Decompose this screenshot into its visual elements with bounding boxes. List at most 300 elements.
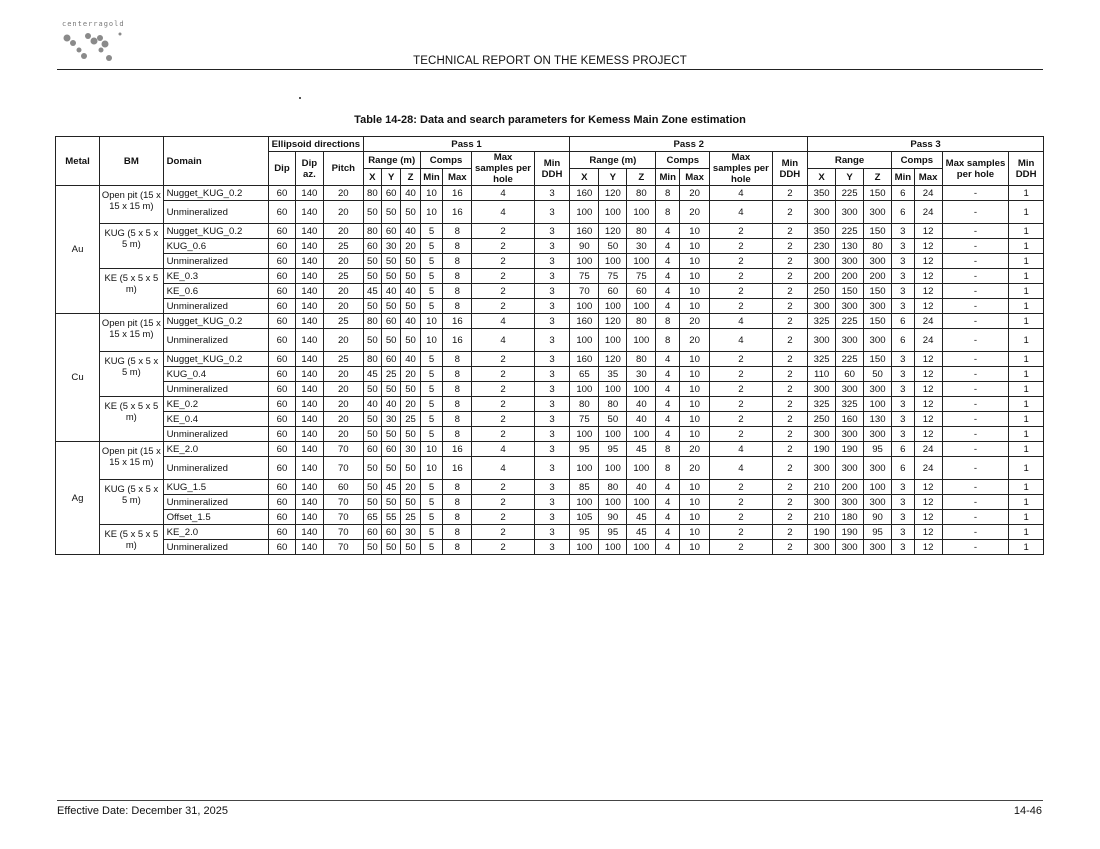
value-cell: 1 (1009, 201, 1044, 224)
value-cell: 5 (420, 525, 443, 540)
value-cell: 50 (363, 329, 381, 352)
value-cell: 10 (680, 299, 710, 314)
value-cell: 120 (599, 224, 627, 239)
value-cell: 25 (323, 352, 363, 367)
value-cell: 70 (323, 442, 363, 457)
value-cell: 140 (295, 525, 323, 540)
domain-cell: KE_2.0 (163, 442, 268, 457)
value-cell: 50 (381, 254, 400, 269)
value-cell: 70 (323, 495, 363, 510)
col-pitch: Pitch (323, 152, 363, 186)
value-cell: 95 (570, 442, 599, 457)
value-cell: 2 (772, 329, 808, 352)
domain-cell: KE_2.0 (163, 525, 268, 540)
block-model-cell: Open pit (15 x 15 x 15 m) (100, 186, 163, 224)
value-cell: 2 (772, 299, 808, 314)
value-cell: 10 (420, 329, 443, 352)
value-cell: 5 (420, 427, 443, 442)
value-cell: 100 (599, 457, 627, 480)
value-cell: 140 (295, 540, 323, 555)
block-model-cell: Open pit (15 x 15 x 15 m) (100, 314, 163, 352)
value-cell: 100 (570, 540, 599, 555)
value-cell: 30 (381, 239, 400, 254)
value-cell: 5 (420, 269, 443, 284)
value-cell: 100 (864, 397, 892, 412)
value-cell: 50 (381, 299, 400, 314)
value-cell: 60 (269, 480, 296, 495)
value-cell: 12 (914, 284, 942, 299)
value-cell: 2 (472, 525, 534, 540)
value-cell: 90 (599, 510, 627, 525)
value-cell: 2 (472, 352, 534, 367)
value-cell: 4 (656, 510, 680, 525)
value-cell: 2 (472, 269, 534, 284)
value-cell: 3 (892, 269, 915, 284)
value-cell: 1 (1009, 442, 1044, 457)
value-cell: 300 (808, 201, 836, 224)
value-cell: 140 (295, 186, 323, 201)
value-cell: 300 (864, 329, 892, 352)
value-cell: 2 (472, 284, 534, 299)
block-model-cell: KE (5 x 5 x 5 m) (100, 525, 163, 555)
value-cell: 40 (363, 397, 381, 412)
value-cell: 3 (534, 397, 570, 412)
value-cell: 200 (808, 269, 836, 284)
value-cell: 60 (269, 442, 296, 457)
value-cell: 300 (808, 329, 836, 352)
domain-cell: Nugget_KUG_0.2 (163, 186, 268, 201)
value-cell: 2 (772, 201, 808, 224)
value-cell: 210 (808, 480, 836, 495)
domain-cell: KUG_0.4 (163, 367, 268, 382)
value-cell: 8 (443, 254, 472, 269)
value-cell: 10 (680, 269, 710, 284)
value-cell: 40 (381, 284, 400, 299)
value-cell: 12 (914, 367, 942, 382)
col-p3-max: Max (914, 169, 942, 186)
value-cell: 105 (570, 510, 599, 525)
value-cell: 2 (772, 284, 808, 299)
value-cell: 190 (836, 442, 864, 457)
value-cell: 20 (323, 254, 363, 269)
value-cell: 50 (401, 254, 420, 269)
value-cell: 40 (401, 186, 420, 201)
domain-cell: Unmineralized (163, 540, 268, 555)
value-cell: 100 (570, 427, 599, 442)
value-cell: 50 (401, 201, 420, 224)
value-cell: 20 (323, 284, 363, 299)
value-cell: 80 (864, 239, 892, 254)
value-cell: 2 (710, 224, 772, 239)
value-cell: 2 (710, 397, 772, 412)
col-dip-az: Dip az. (295, 152, 323, 186)
value-cell: 80 (363, 352, 381, 367)
domain-cell: KE_0.4 (163, 412, 268, 427)
value-cell: 50 (401, 382, 420, 397)
value-cell: 4 (656, 540, 680, 555)
table-row (56, 540, 1044, 555)
value-cell: 140 (295, 224, 323, 239)
value-cell: 3 (534, 442, 570, 457)
value-cell: 75 (570, 269, 599, 284)
value-cell: 75 (570, 412, 599, 427)
value-cell: 140 (295, 201, 323, 224)
value-cell: 230 (808, 239, 836, 254)
value-cell: 12 (914, 397, 942, 412)
value-cell: 4 (656, 269, 680, 284)
value-cell: 4 (656, 427, 680, 442)
value-cell: 60 (323, 480, 363, 495)
value-cell: 325 (836, 397, 864, 412)
value-cell: 200 (864, 269, 892, 284)
value-cell: 30 (627, 239, 656, 254)
value-cell: 2 (710, 382, 772, 397)
value-cell: 225 (836, 314, 864, 329)
value-cell: 100 (627, 457, 656, 480)
value-cell: 8 (443, 382, 472, 397)
value-cell: 80 (363, 224, 381, 239)
value-cell: 8 (656, 186, 680, 201)
value-cell: 5 (420, 284, 443, 299)
col-p1-range: Range (m) (363, 152, 420, 169)
value-cell: 4 (710, 201, 772, 224)
value-cell: 45 (363, 284, 381, 299)
value-cell: 3 (534, 284, 570, 299)
col-domain: Domain (163, 137, 268, 186)
value-cell: 8 (443, 367, 472, 382)
value-cell: 150 (864, 224, 892, 239)
value-cell: 10 (680, 352, 710, 367)
stray-mark (299, 97, 301, 99)
table-row (56, 224, 1044, 239)
value-cell: 60 (269, 427, 296, 442)
value-cell: 160 (836, 412, 864, 427)
value-cell: 10 (680, 367, 710, 382)
value-cell: 5 (420, 254, 443, 269)
value-cell: 100 (570, 201, 599, 224)
value-cell: 45 (381, 480, 400, 495)
value-cell: 75 (599, 269, 627, 284)
value-cell: 60 (269, 457, 296, 480)
value-cell: 2 (710, 427, 772, 442)
value-cell: 140 (295, 299, 323, 314)
value-cell: 100 (570, 299, 599, 314)
value-cell: 12 (914, 427, 942, 442)
value-cell: 1 (1009, 525, 1044, 540)
value-cell: 12 (914, 352, 942, 367)
value-cell: 300 (808, 540, 836, 555)
value-cell: - (942, 367, 1009, 382)
value-cell: 300 (836, 540, 864, 555)
value-cell: 3 (534, 540, 570, 555)
value-cell: - (942, 495, 1009, 510)
value-cell: 4 (710, 186, 772, 201)
domain-cell: KE_0.3 (163, 269, 268, 284)
value-cell: 100 (627, 201, 656, 224)
estimation-table-container (55, 136, 1044, 555)
value-cell: 10 (420, 457, 443, 480)
domain-cell: Unmineralized (163, 495, 268, 510)
value-cell: 60 (363, 239, 381, 254)
value-cell: 12 (914, 224, 942, 239)
value-cell: - (942, 201, 1009, 224)
value-cell: 3 (892, 427, 915, 442)
value-cell: 4 (656, 284, 680, 299)
value-cell: 75 (627, 269, 656, 284)
value-cell: 300 (864, 427, 892, 442)
value-cell: 1 (1009, 397, 1044, 412)
value-cell: 10 (680, 495, 710, 510)
value-cell: 65 (363, 510, 381, 525)
metal-cell: Ag (56, 442, 100, 555)
value-cell: 100 (627, 299, 656, 314)
value-cell: 95 (599, 525, 627, 540)
value-cell: 1 (1009, 239, 1044, 254)
value-cell: 50 (363, 201, 381, 224)
value-cell: 50 (381, 495, 400, 510)
value-cell: 8 (656, 314, 680, 329)
value-cell: 50 (381, 201, 400, 224)
value-cell: 2 (710, 525, 772, 540)
value-cell: 3 (534, 457, 570, 480)
value-cell: 300 (808, 495, 836, 510)
value-cell: 1 (1009, 540, 1044, 555)
table-row (56, 314, 1044, 329)
value-cell: 12 (914, 299, 942, 314)
value-cell: 1 (1009, 352, 1044, 367)
value-cell: 25 (381, 367, 400, 382)
value-cell: 4 (656, 367, 680, 382)
value-cell: 2 (710, 269, 772, 284)
value-cell: 2 (710, 412, 772, 427)
value-cell: 1 (1009, 367, 1044, 382)
value-cell: 4 (656, 352, 680, 367)
value-cell: 60 (269, 540, 296, 555)
value-cell: 4 (656, 254, 680, 269)
value-cell: 25 (323, 239, 363, 254)
value-cell: 20 (323, 367, 363, 382)
value-cell: 24 (914, 329, 942, 352)
col-p2-min: Min (656, 169, 680, 186)
value-cell: 2 (710, 367, 772, 382)
value-cell: 300 (836, 382, 864, 397)
value-cell: 1 (1009, 284, 1044, 299)
value-cell: 5 (420, 495, 443, 510)
value-cell: 60 (269, 525, 296, 540)
value-cell: - (942, 224, 1009, 239)
value-cell: 160 (570, 224, 599, 239)
value-cell: 300 (836, 457, 864, 480)
value-cell: 325 (808, 314, 836, 329)
col-p1-x: X (363, 169, 381, 186)
value-cell: 95 (864, 525, 892, 540)
value-cell: 4 (472, 186, 534, 201)
value-cell: 40 (627, 397, 656, 412)
value-cell: 16 (443, 442, 472, 457)
value-cell: 3 (534, 224, 570, 239)
value-cell: 20 (401, 367, 420, 382)
value-cell: 2 (772, 457, 808, 480)
value-cell: 20 (680, 329, 710, 352)
value-cell: 200 (836, 269, 864, 284)
value-cell: 12 (914, 510, 942, 525)
value-cell: 150 (864, 352, 892, 367)
value-cell: 50 (381, 269, 400, 284)
value-cell: 4 (656, 495, 680, 510)
value-cell: 80 (599, 397, 627, 412)
value-cell: 12 (914, 382, 942, 397)
value-cell: 16 (443, 314, 472, 329)
value-cell: 8 (443, 540, 472, 555)
value-cell: 3 (892, 299, 915, 314)
value-cell: 300 (808, 382, 836, 397)
value-cell: 2 (710, 510, 772, 525)
value-cell: 100 (570, 329, 599, 352)
value-cell: 1 (1009, 186, 1044, 201)
value-cell: 35 (599, 367, 627, 382)
value-cell: 30 (381, 412, 400, 427)
value-cell: 3 (534, 329, 570, 352)
value-cell: 2 (772, 239, 808, 254)
value-cell: 3 (892, 254, 915, 269)
value-cell: - (942, 412, 1009, 427)
col-p3-max-samples: Max samples per hole (942, 152, 1009, 186)
col-p2-x: X (570, 169, 599, 186)
value-cell: 8 (443, 352, 472, 367)
value-cell: 3 (892, 412, 915, 427)
domain-cell: Unmineralized (163, 427, 268, 442)
value-cell: 60 (269, 382, 296, 397)
value-cell: 45 (363, 367, 381, 382)
value-cell: 60 (381, 442, 400, 457)
value-cell: 60 (269, 224, 296, 239)
value-cell: 190 (836, 525, 864, 540)
value-cell: 12 (914, 540, 942, 555)
value-cell: 300 (836, 495, 864, 510)
value-cell: 50 (363, 254, 381, 269)
value-cell: 12 (914, 412, 942, 427)
value-cell: 100 (570, 495, 599, 510)
value-cell: 3 (534, 525, 570, 540)
value-cell: 60 (269, 284, 296, 299)
value-cell: 12 (914, 269, 942, 284)
value-cell: 12 (914, 254, 942, 269)
value-cell: 150 (864, 314, 892, 329)
value-cell: - (942, 525, 1009, 540)
value-cell: 325 (808, 397, 836, 412)
value-cell: 24 (914, 186, 942, 201)
value-cell: 200 (836, 480, 864, 495)
value-cell: 60 (381, 186, 400, 201)
value-cell: 190 (808, 442, 836, 457)
value-cell: 140 (295, 495, 323, 510)
block-model-cell: Open pit (15 x 15 x 15 m) (100, 442, 163, 480)
value-cell: 300 (808, 299, 836, 314)
value-cell: 60 (269, 495, 296, 510)
table-caption: Table 14-28: Data and search parameters for Kemess Main Zone estimation (354, 114, 746, 126)
value-cell: 1 (1009, 224, 1044, 239)
value-cell: 1 (1009, 495, 1044, 510)
value-cell: - (942, 397, 1009, 412)
value-cell: 25 (401, 412, 420, 427)
value-cell: 300 (864, 254, 892, 269)
domain-cell: Unmineralized (163, 201, 268, 224)
value-cell: 10 (680, 284, 710, 299)
value-cell: 10 (420, 442, 443, 457)
col-p2-z: Z (627, 169, 656, 186)
value-cell: 8 (656, 457, 680, 480)
value-cell: 20 (680, 186, 710, 201)
table-row (56, 382, 1044, 397)
value-cell: 225 (836, 352, 864, 367)
value-cell: 140 (295, 427, 323, 442)
value-cell: 3 (534, 299, 570, 314)
value-cell: 2 (472, 495, 534, 510)
domain-cell: Nugget_KUG_0.2 (163, 352, 268, 367)
value-cell: 6 (892, 186, 915, 201)
value-cell: 60 (269, 186, 296, 201)
value-cell: 2 (710, 495, 772, 510)
col-p1-comps: Comps (420, 152, 472, 169)
value-cell: - (942, 510, 1009, 525)
value-cell: 1 (1009, 269, 1044, 284)
value-cell: 12 (914, 239, 942, 254)
value-cell: - (942, 457, 1009, 480)
value-cell: 8 (443, 239, 472, 254)
value-cell: 300 (864, 457, 892, 480)
value-cell: 2 (772, 314, 808, 329)
value-cell: 150 (864, 186, 892, 201)
value-cell: 2 (772, 480, 808, 495)
table-row (56, 367, 1044, 382)
value-cell: - (942, 314, 1009, 329)
value-cell: 100 (627, 329, 656, 352)
value-cell: 80 (599, 480, 627, 495)
value-cell: 140 (295, 314, 323, 329)
value-cell: 2 (710, 254, 772, 269)
value-cell: 20 (401, 480, 420, 495)
value-cell: 110 (808, 367, 836, 382)
value-cell: 2 (472, 412, 534, 427)
value-cell: 70 (570, 284, 599, 299)
table-row (56, 427, 1044, 442)
value-cell: 8 (443, 480, 472, 495)
value-cell: 10 (680, 525, 710, 540)
value-cell: 80 (627, 314, 656, 329)
domain-cell: Unmineralized (163, 254, 268, 269)
value-cell: 140 (295, 284, 323, 299)
block-model-cell: KE (5 x 5 x 5 m) (100, 397, 163, 442)
value-cell: 1 (1009, 314, 1044, 329)
value-cell: 20 (680, 442, 710, 457)
value-cell: 8 (443, 525, 472, 540)
value-cell: 60 (269, 510, 296, 525)
value-cell: 12 (914, 480, 942, 495)
domain-cell: Unmineralized (163, 299, 268, 314)
value-cell: 20 (680, 457, 710, 480)
value-cell: 20 (323, 382, 363, 397)
value-cell: 5 (420, 299, 443, 314)
value-cell: 30 (401, 525, 420, 540)
value-cell: 140 (295, 480, 323, 495)
value-cell: 20 (323, 397, 363, 412)
value-cell: 90 (570, 239, 599, 254)
value-cell: 50 (381, 427, 400, 442)
value-cell: 80 (627, 186, 656, 201)
value-cell: 40 (401, 352, 420, 367)
value-cell: 5 (420, 367, 443, 382)
value-cell: 300 (864, 540, 892, 555)
